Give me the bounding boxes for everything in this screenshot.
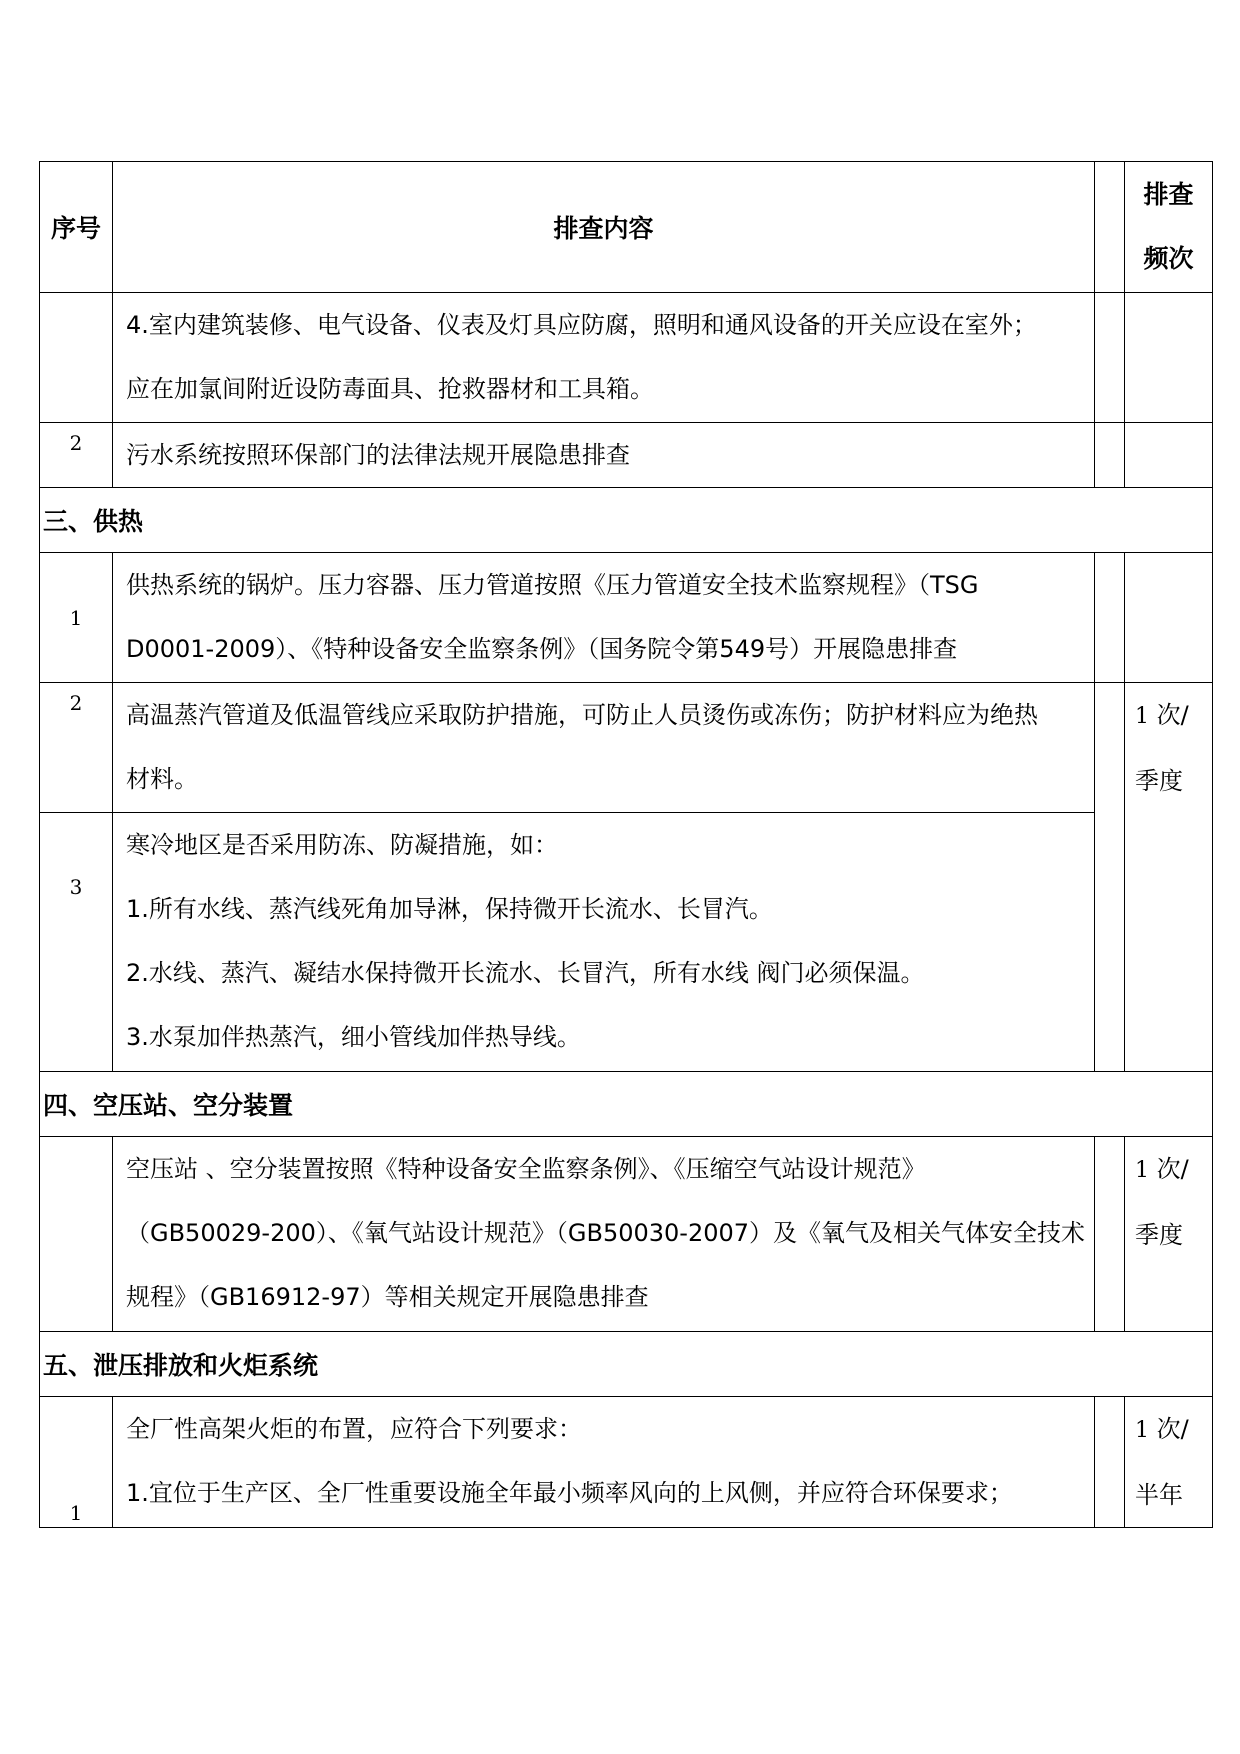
header-frequency-line2: 频次 (1143, 244, 1194, 273)
frequency-count (1135, 1397, 1212, 1463)
blank-cell (1095, 553, 1125, 683)
inspection-table (39, 161, 1213, 1528)
frequency-unit: 次/ (1156, 1155, 1189, 1183)
section-row (40, 488, 1213, 553)
header-frequency-line1: 排查 (1143, 180, 1194, 209)
section-row (40, 1332, 1213, 1397)
content-line: 污水系统按照环保部门的法律法规开展隐患排查 (126, 441, 630, 469)
content-line: 高温蒸汽管道及低温管线应采取防护措施，可防止人员烫伤或冻伤；防护材料应为绝热 (126, 701, 1038, 729)
section-title-air-compressor: 四、空压站、空分装置 (40, 1072, 1213, 1137)
table-row (40, 683, 1213, 813)
table-row (40, 293, 1213, 423)
frequency-unit: 次/ (1156, 701, 1189, 729)
table-row (40, 1137, 1213, 1332)
table-row (40, 813, 1213, 1072)
frequency-period: 季度 (1135, 767, 1183, 795)
header-seq: 序号 (40, 162, 113, 293)
blank-cell (1095, 293, 1125, 423)
content-line: 1.所有水线、蒸汽线死角加导淋，保持微开长流水、长冒汽。 (126, 895, 773, 923)
frequency-unit: 次/ (1156, 1415, 1189, 1443)
frequency-number: 1 (1135, 1418, 1149, 1443)
frequency-cell (1125, 293, 1213, 423)
row-number: 1 (40, 553, 113, 683)
section-row (40, 1072, 1213, 1137)
content-line: 3.水泵加伴热蒸汽，细小管线加伴热导线。 (126, 1023, 581, 1051)
row-content (113, 1137, 1095, 1332)
table-row (40, 423, 1213, 488)
header-content: 排查内容 (113, 162, 1095, 293)
section-title-heating: 三、供热 (40, 488, 1213, 553)
content-line: （GB50029-200）、《氧气站设计规范》（GB50030-2007）及《氧气及相关气体安全技术 (126, 1219, 1086, 1247)
frequency-cell (1125, 1137, 1213, 1332)
content-line: 供热系统的锅炉。压力容器、压力管道按照《压力管道安全技术监察规程》（TSG (126, 571, 979, 599)
content-line: 2.水线、蒸汽、凝结水保持微开长流水、长冒汽，所有水线 阀门必须保温。 (126, 959, 925, 987)
frequency-number: 1 (1135, 1158, 1149, 1183)
table-row (40, 1397, 1213, 1528)
content-line: 4.室内建筑装修、电气设备、仪表及灯具应防腐，照明和通风设备的开关应设在室外； (126, 311, 1037, 339)
blank-cell (1095, 1397, 1125, 1528)
row-number: 2 (40, 423, 113, 488)
header-blank-cell (1095, 162, 1125, 293)
table-row (40, 553, 1213, 683)
frequency-cell (1125, 1397, 1213, 1528)
frequency-cell (1125, 683, 1213, 1072)
row-content (113, 1397, 1095, 1528)
content-line: 空压站 、空分装置按照《特种设备安全监察条例》、《压缩空气站设计规范》 (126, 1155, 926, 1183)
content-line: 寒冷地区是否采用防冻、防凝措施，如： (126, 831, 558, 859)
frequency-cell (1125, 553, 1213, 683)
content-line: 材料。 (126, 765, 198, 793)
row-content (113, 423, 1095, 488)
row-content (113, 683, 1095, 813)
row-number-cell (40, 293, 113, 423)
frequency-cell (1125, 423, 1213, 488)
row-content (113, 293, 1095, 423)
row-number: 2 (40, 683, 113, 813)
row-content (113, 553, 1095, 683)
table-header-row (40, 162, 1213, 293)
frequency-period: 季度 (1135, 1221, 1183, 1249)
frequency-number: 1 (1135, 704, 1149, 729)
row-content (113, 813, 1095, 1072)
blank-cell (1095, 1137, 1125, 1332)
section-title-flare-system: 五、泄压排放和火炬系统 (40, 1332, 1213, 1397)
row-number-cell (40, 1137, 113, 1332)
blank-cell (1095, 683, 1125, 1072)
content-line: 规程》（GB16912-97）等相关规定开展隐患排查 (126, 1283, 649, 1311)
content-line: 应在加氯间附近设防毒面具、抢救器材和工具箱。 (126, 375, 654, 403)
row-number: 3 (40, 813, 113, 1072)
blank-cell (1095, 423, 1125, 488)
row-number: 1 (40, 1397, 113, 1528)
content-line: 1.宜位于生产区、全厂性重要设施全年最小频率风向的上风侧，并应符合环保要求； (126, 1479, 1013, 1507)
frequency-period: 半年 (1135, 1481, 1183, 1509)
content-line: D0001-2009）、《特种设备安全监察条例》（国务院令第549号）开展隐患排查 (126, 635, 958, 663)
content-line: 全厂性高架火炬的布置，应符合下列要求： (126, 1415, 582, 1443)
header-frequency (1125, 162, 1213, 293)
frequency-count (1135, 683, 1212, 749)
frequency-count (1135, 1137, 1212, 1203)
